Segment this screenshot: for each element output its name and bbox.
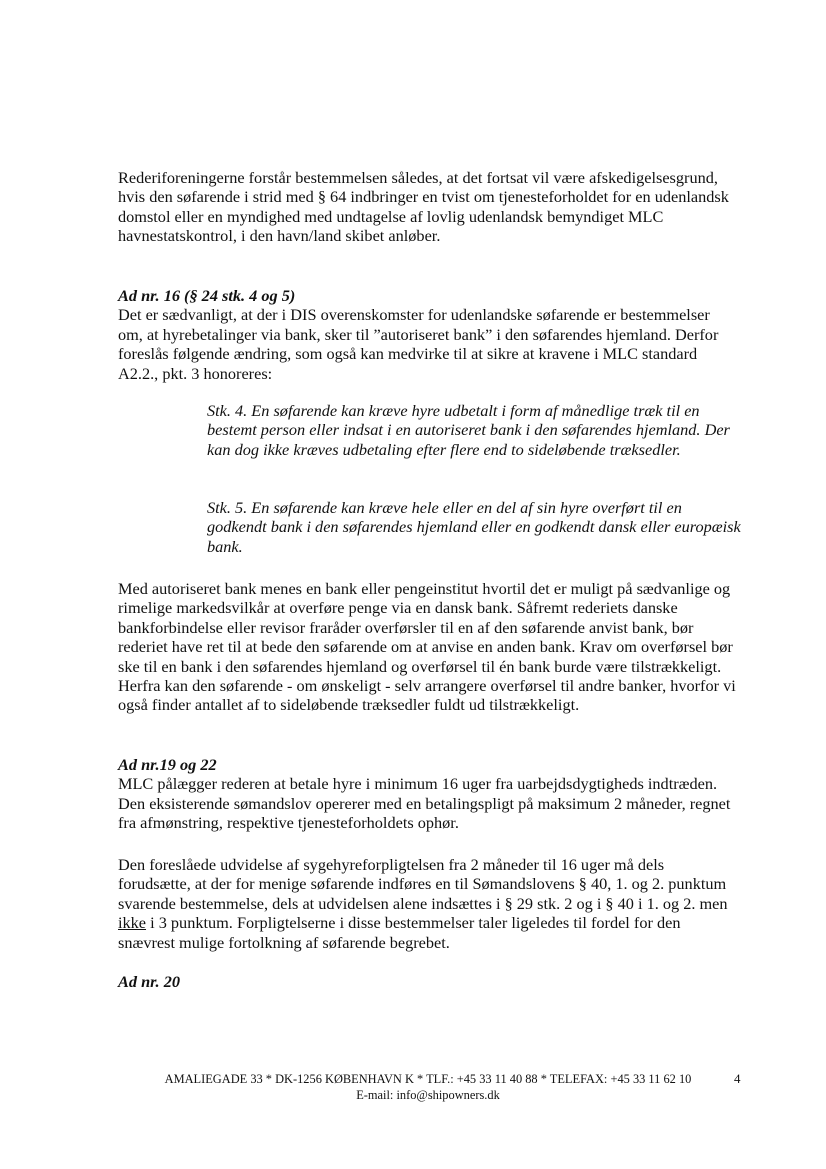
section-19-body: MLC pålægger rederen at betale hyre i minimum 16 uger fra uarbejdsdygtigheds indtræden. Den eksisterende sømandslov opererer med en betalingspligt på maksimum 2 måneder, regnet fra afmønstring, respektive tjenesteforholdets ophør.: [118, 774, 731, 833]
section-16-heading: Ad nr. 16 (§ 24 stk. 4 og 5): [118, 286, 296, 305]
section-19-extension: [118, 855, 738, 952]
section-16: [118, 286, 738, 383]
extension-text-part-a: Den foreslåede udvidelse af sygehyreforpligtelsen fra 2 måneder til 16 uger må dels forudsætte, at der for menige søfarende indføres en til Sømandslovens § 40, 1. og 2. punktum svarende bestemmelse, dels at udvidelsen alene indsættes i § 29 stk. 2 og i § 40 i 1. og 2. men: [118, 855, 728, 913]
section-16-body: Det er sædvanligt, at der i DIS overenskomster for udenlandske søfarende er bestemmelser om, at hyrebetalinger via bank, sker til ”autoriseret bank” i den søfarendes hjemland. Derfor foreslås følgende ændring, som også kan medvirke til at sikre at kravene i MLC standard A2.2., pkt. 3 honoreres:: [118, 305, 719, 383]
section-19-heading: Ad nr.19 og 22: [118, 755, 217, 774]
quote-stk-4-text: Stk. 4. En søfarende kan kræve hyre udbetalt i form af månedlige træk til en bestemt person eller indsat i en autoriseret bank i den søfarendes hjemland. Der kan dog ikke kræves udbetaling efter flere end to sideløbende træksedler.: [207, 401, 730, 459]
section-16-explanation: [118, 579, 738, 715]
extension-text-part-b: i 3 punktum. Forpligtelserne i disse bestemmelser taler ligeledes til fordel for den snævrest mulige fortolkning af søfarende begrebet.: [118, 913, 681, 952]
intro-text: Rederiforeningerne forstår bestemmelsen således, at det fortsat vil være afskedigelsesgrund, hvis den søfarende i strid med § 64 indbringer en tvist om tjenesteforholdet for en udenlandsk domstol eller en myndighed med undtagelse af lovlig udenlandsk bemyndiget MLC havnestatskontrol, i den havn/land skibet anløber.: [118, 168, 729, 246]
page-footer: [118, 1071, 738, 1103]
underlined-word: ikke: [118, 913, 147, 933]
quote-stk-4: [207, 401, 742, 459]
section-19-extension-text: [118, 855, 738, 952]
section-20-heading: Ad nr. 20: [118, 972, 180, 991]
intro-paragraph: [118, 168, 738, 246]
quote-stk-5: [207, 498, 742, 556]
quote-stk-5-text: Stk. 5. En søfarende kan kræve hele eller en del af sin hyre overført til en godkendt bank i den søfarendes hjemland eller en godkendt dansk eller europæisk bank.: [207, 498, 741, 556]
section-20: [118, 972, 738, 991]
page-number: 4: [734, 1071, 741, 1086]
section-19: [118, 755, 738, 833]
section-16-explanation-text: Med autoriseret bank menes en bank eller pengeinstitut hvortil det er muligt på sædvanlige og rimelige markedsvilkår at overføre penge via en dansk bank. Såfremt rederiets danske bankforbindelse eller revisor fraråder overførsler til en af den søfarende anvist bank, bør rederiet have ret til at bede den søfarende om at anvise en anden bank. Krav om overførsel bør ske til en bank i den søfarendes hjemland og overførsel til én bank burde være tilstrækkeligt. Herfra kan den søfarende - om ønskeligt - selv arrangere overførsel til andre banker, hvorfor vi også finder antallet af to sideløbende træksedler fuldt ud tilstrækkeligt.: [118, 579, 736, 715]
footer-address: AMALIEGADE 33 * DK-1256 KØBENHAVN K * TLF.: +45 33 11 40 88 * TELEFAX: +45 33 11 62 10: [164, 1072, 692, 1086]
footer-email: E-mail: info@shipowners.dk: [356, 1088, 500, 1102]
